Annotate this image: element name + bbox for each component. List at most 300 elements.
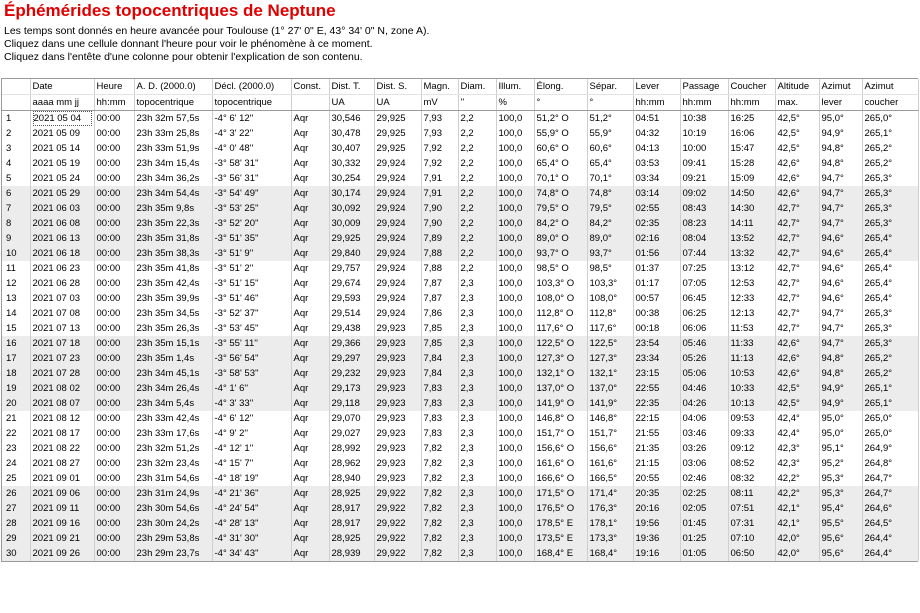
time-cell[interactable]: 08:23 bbox=[680, 216, 728, 231]
date-cell[interactable] bbox=[30, 216, 94, 231]
time-cell[interactable]: 09:21 bbox=[680, 171, 728, 186]
time-cell[interactable]: 05:26 bbox=[680, 351, 728, 366]
row-index: 11 bbox=[2, 261, 30, 276]
time-cell[interactable]: 03:14 bbox=[633, 186, 680, 201]
table-cell: 23h 35m 34,5s bbox=[134, 306, 212, 321]
time-cell[interactable]: 00:00 bbox=[94, 291, 134, 306]
time-cell[interactable]: 03:46 bbox=[680, 426, 728, 441]
table-cell: 108,0° bbox=[587, 291, 633, 306]
time-cell[interactable]: 15:47 bbox=[728, 141, 775, 156]
row-index: 7 bbox=[2, 201, 30, 216]
table-cell: 141,9° O bbox=[534, 396, 587, 411]
column-header-unit[interactable]: hh:mm bbox=[728, 95, 775, 111]
table-cell: 42,7° bbox=[775, 246, 819, 261]
table-cell: 100,0 bbox=[496, 246, 534, 261]
time-cell[interactable]: 05:06 bbox=[680, 366, 728, 381]
table-cell: 42,6° bbox=[775, 186, 819, 201]
time-cell[interactable]: 00:00 bbox=[94, 516, 134, 531]
time-cell[interactable]: 02:16 bbox=[633, 231, 680, 246]
table-cell: 265,4° bbox=[862, 291, 918, 306]
column-header[interactable]: Coucher bbox=[728, 79, 775, 95]
table-row bbox=[2, 351, 918, 366]
table-cell: Aqr bbox=[291, 246, 329, 261]
column-header[interactable]: Azimut bbox=[862, 79, 918, 95]
row-index: 2 bbox=[2, 126, 30, 141]
column-header-unit[interactable]: mV bbox=[421, 95, 458, 111]
table-cell: 29,924 bbox=[374, 276, 421, 291]
date-cell[interactable] bbox=[30, 306, 94, 321]
table-cell: -3° 51' 35'' bbox=[212, 231, 291, 246]
table-cell: 29,923 bbox=[374, 426, 421, 441]
time-cell[interactable]: 00:00 bbox=[94, 201, 134, 216]
time-cell[interactable]: 01:37 bbox=[633, 261, 680, 276]
table-cell: 74,8° O bbox=[534, 186, 587, 201]
time-cell[interactable]: 12:13 bbox=[728, 306, 775, 321]
table-cell: 29,924 bbox=[374, 156, 421, 171]
column-header[interactable]: Sépar. bbox=[587, 79, 633, 95]
time-cell[interactable]: 23:15 bbox=[633, 366, 680, 381]
date-cell-value: 2021 05 14 bbox=[32, 143, 81, 154]
time-cell[interactable]: 03:53 bbox=[633, 156, 680, 171]
time-cell[interactable]: 03:34 bbox=[633, 171, 680, 186]
row-index: 28 bbox=[2, 516, 30, 531]
time-cell[interactable]: 08:04 bbox=[680, 231, 728, 246]
table-cell: 94,6° bbox=[819, 246, 862, 261]
date-cell-value: 2021 07 08 bbox=[32, 308, 81, 319]
column-header-unit[interactable]: max. bbox=[775, 95, 819, 111]
date-cell[interactable] bbox=[30, 516, 94, 531]
row-index: 4 bbox=[2, 156, 30, 171]
date-cell[interactable] bbox=[30, 336, 94, 351]
table-cell: 171,4° bbox=[587, 486, 633, 501]
time-cell[interactable]: 15:28 bbox=[728, 156, 775, 171]
date-cell-value: 2021 07 13 bbox=[32, 323, 81, 334]
table-cell: 7,89 bbox=[421, 231, 458, 246]
time-cell[interactable]: 03:26 bbox=[680, 441, 728, 456]
time-cell[interactable]: 07:25 bbox=[680, 261, 728, 276]
column-header[interactable]: Diam. bbox=[458, 79, 496, 95]
time-cell[interactable]: 00:00 bbox=[94, 141, 134, 156]
table-cell: -4° 6' 12'' bbox=[212, 111, 291, 127]
table-cell: -3° 51' 2'' bbox=[212, 261, 291, 276]
table-cell: 23h 30m 54,6s bbox=[134, 501, 212, 516]
date-cell[interactable] bbox=[30, 321, 94, 336]
table-cell: 42,5° bbox=[775, 396, 819, 411]
table-cell: 29,922 bbox=[374, 516, 421, 531]
table-cell: -3° 54' 49'' bbox=[212, 186, 291, 201]
table-cell: 94,7° bbox=[819, 201, 862, 216]
table-row bbox=[2, 156, 918, 171]
time-cell[interactable]: 09:33 bbox=[728, 426, 775, 441]
table-cell: 70,1° O bbox=[534, 171, 587, 186]
time-cell[interactable]: 22:35 bbox=[633, 396, 680, 411]
time-cell[interactable]: 23:34 bbox=[633, 351, 680, 366]
time-cell[interactable]: 07:10 bbox=[728, 531, 775, 546]
table-cell: 23h 33m 51,9s bbox=[134, 141, 212, 156]
time-cell[interactable]: 21:55 bbox=[633, 426, 680, 441]
time-cell[interactable]: 08:11 bbox=[728, 486, 775, 501]
time-cell[interactable]: 19:36 bbox=[633, 531, 680, 546]
table-cell: 23h 34m 54,4s bbox=[134, 186, 212, 201]
time-cell[interactable]: 00:00 bbox=[94, 471, 134, 486]
time-cell[interactable]: 12:33 bbox=[728, 291, 775, 306]
table-cell: 23h 35m 41,8s bbox=[134, 261, 212, 276]
table-cell: 23h 34m 45,1s bbox=[134, 366, 212, 381]
column-header-unit[interactable]: UA bbox=[374, 95, 421, 111]
time-cell[interactable]: 13:12 bbox=[728, 261, 775, 276]
column-header[interactable]: Dist. S. bbox=[374, 79, 421, 95]
time-cell[interactable]: 00:00 bbox=[94, 306, 134, 321]
time-cell[interactable]: 14:30 bbox=[728, 201, 775, 216]
date-cell[interactable] bbox=[30, 441, 94, 456]
column-header[interactable]: Date bbox=[30, 79, 94, 95]
table-cell: 100,0 bbox=[496, 366, 534, 381]
table-cell: 265,4° bbox=[862, 261, 918, 276]
time-cell[interactable]: 23:54 bbox=[633, 336, 680, 351]
time-cell[interactable]: 00:00 bbox=[94, 351, 134, 366]
date-cell-value: 2021 06 23 bbox=[32, 263, 81, 274]
date-cell[interactable] bbox=[30, 186, 94, 201]
time-cell[interactable]: 21:15 bbox=[633, 456, 680, 471]
time-cell[interactable]: 00:00 bbox=[94, 456, 134, 471]
time-cell[interactable]: 14:11 bbox=[728, 216, 775, 231]
time-cell[interactable]: 11:53 bbox=[728, 321, 775, 336]
table-cell: 23h 31m 54,6s bbox=[134, 471, 212, 486]
time-cell[interactable]: 12:53 bbox=[728, 276, 775, 291]
table-cell: 112,8° O bbox=[534, 306, 587, 321]
time-cell[interactable]: 00:00 bbox=[94, 336, 134, 351]
time-cell[interactable]: 04:32 bbox=[633, 126, 680, 141]
table-cell: 42,1° bbox=[775, 516, 819, 531]
date-cell[interactable] bbox=[30, 156, 94, 171]
time-cell[interactable]: 06:50 bbox=[728, 546, 775, 561]
time-cell[interactable]: 10:33 bbox=[728, 381, 775, 396]
column-header[interactable]: Dist. T. bbox=[329, 79, 374, 95]
time-cell[interactable]: 04:46 bbox=[680, 381, 728, 396]
column-header[interactable]: Passage bbox=[680, 79, 728, 95]
time-cell[interactable]: 00:00 bbox=[94, 126, 134, 141]
table-cell: 151,7° bbox=[587, 426, 633, 441]
time-cell[interactable]: 00:00 bbox=[94, 246, 134, 261]
time-cell[interactable]: 00:00 bbox=[94, 171, 134, 186]
column-header-unit[interactable]: coucher bbox=[862, 95, 918, 111]
table-cell: 2,3 bbox=[458, 441, 496, 456]
date-cell[interactable] bbox=[30, 246, 94, 261]
time-cell[interactable]: 00:00 bbox=[94, 276, 134, 291]
row-index: 13 bbox=[2, 291, 30, 306]
date-cell[interactable] bbox=[30, 231, 94, 246]
time-cell[interactable]: 00:00 bbox=[94, 186, 134, 201]
table-cell: 127,3° O bbox=[534, 351, 587, 366]
column-header-unit[interactable] bbox=[291, 95, 329, 111]
table-cell: 94,9° bbox=[819, 396, 862, 411]
table-cell: -3° 56' 54'' bbox=[212, 351, 291, 366]
time-cell[interactable]: 02:25 bbox=[680, 486, 728, 501]
time-cell[interactable]: 03:06 bbox=[680, 456, 728, 471]
table-cell: 265,4° bbox=[862, 276, 918, 291]
table-cell: 7,88 bbox=[421, 261, 458, 276]
time-cell[interactable]: 21:35 bbox=[633, 441, 680, 456]
time-cell[interactable]: 22:15 bbox=[633, 411, 680, 426]
date-cell[interactable] bbox=[30, 201, 94, 216]
table-row bbox=[2, 246, 918, 261]
time-cell[interactable]: 10:38 bbox=[680, 111, 728, 127]
date-cell[interactable] bbox=[30, 111, 94, 127]
time-cell[interactable]: 02:55 bbox=[633, 201, 680, 216]
date-cell[interactable] bbox=[30, 366, 94, 381]
table-cell: 265,3° bbox=[862, 171, 918, 186]
column-header-unit[interactable]: hh:mm bbox=[633, 95, 680, 111]
table-row bbox=[2, 231, 918, 246]
date-cell-value: 2021 07 18 bbox=[32, 338, 81, 349]
time-cell[interactable]: 16:06 bbox=[728, 126, 775, 141]
time-cell[interactable]: 02:05 bbox=[680, 501, 728, 516]
time-cell[interactable]: 10:00 bbox=[680, 141, 728, 156]
time-cell[interactable]: 01:05 bbox=[680, 546, 728, 561]
time-cell[interactable]: 05:46 bbox=[680, 336, 728, 351]
time-cell[interactable]: 20:55 bbox=[633, 471, 680, 486]
time-cell[interactable]: 16:25 bbox=[728, 111, 775, 127]
column-header[interactable]: Décl. (2000.0) bbox=[212, 79, 291, 95]
column-header-unit[interactable]: topocentrique bbox=[212, 95, 291, 111]
header-index-corner-sub bbox=[2, 95, 30, 111]
column-header[interactable]: Illum. bbox=[496, 79, 534, 95]
time-cell[interactable]: 08:32 bbox=[728, 471, 775, 486]
column-header-unit[interactable]: aaaa mm jj bbox=[30, 95, 94, 111]
time-cell[interactable]: 10:19 bbox=[680, 126, 728, 141]
date-cell[interactable] bbox=[30, 351, 94, 366]
date-cell[interactable] bbox=[30, 261, 94, 276]
column-header[interactable]: Const. bbox=[291, 79, 329, 95]
date-cell[interactable] bbox=[30, 501, 94, 516]
table-header bbox=[2, 79, 918, 111]
table-cell: Aqr bbox=[291, 471, 329, 486]
time-cell[interactable]: 11:33 bbox=[728, 336, 775, 351]
table-cell: 29,924 bbox=[374, 291, 421, 306]
table-cell: 42,7° bbox=[775, 306, 819, 321]
time-cell[interactable]: 00:38 bbox=[633, 306, 680, 321]
table-cell: Aqr bbox=[291, 111, 329, 127]
column-header-unit[interactable]: '' bbox=[458, 95, 496, 111]
time-cell[interactable]: 00:00 bbox=[94, 441, 134, 456]
column-header-unit[interactable]: ° bbox=[587, 95, 633, 111]
time-cell[interactable]: 22:55 bbox=[633, 381, 680, 396]
time-cell[interactable]: 00:00 bbox=[94, 366, 134, 381]
column-header[interactable]: Heure bbox=[94, 79, 134, 95]
table-row bbox=[2, 261, 918, 276]
table-cell: 132,1° O bbox=[534, 366, 587, 381]
table-cell: 28,992 bbox=[329, 441, 374, 456]
column-header-unit[interactable]: topocentrique bbox=[134, 95, 212, 111]
date-cell[interactable] bbox=[30, 531, 94, 546]
time-cell[interactable]: 01:45 bbox=[680, 516, 728, 531]
time-cell[interactable]: 06:45 bbox=[680, 291, 728, 306]
time-cell[interactable]: 04:13 bbox=[633, 141, 680, 156]
time-cell[interactable]: 14:50 bbox=[728, 186, 775, 201]
time-cell[interactable]: 00:00 bbox=[94, 381, 134, 396]
table-cell: Aqr bbox=[291, 516, 329, 531]
table-cell: 100,0 bbox=[496, 501, 534, 516]
column-header[interactable]: Élong. bbox=[534, 79, 587, 95]
time-cell[interactable]: 13:32 bbox=[728, 246, 775, 261]
table-cell: 265,2° bbox=[862, 351, 918, 366]
date-cell[interactable] bbox=[30, 276, 94, 291]
table-cell: 2,2 bbox=[458, 231, 496, 246]
time-cell[interactable]: 00:00 bbox=[94, 156, 134, 171]
time-cell[interactable]: 02:35 bbox=[633, 216, 680, 231]
time-cell[interactable]: 00:00 bbox=[94, 531, 134, 546]
table-cell: 23h 35m 9,8s bbox=[134, 201, 212, 216]
table-cell: 2,2 bbox=[458, 201, 496, 216]
time-cell[interactable]: 07:44 bbox=[680, 246, 728, 261]
time-cell[interactable]: 10:53 bbox=[728, 366, 775, 381]
time-cell[interactable]: 04:51 bbox=[633, 111, 680, 127]
date-cell[interactable] bbox=[30, 546, 94, 561]
table-row bbox=[2, 291, 918, 306]
time-cell[interactable]: 00:00 bbox=[94, 501, 134, 516]
date-cell[interactable] bbox=[30, 171, 94, 186]
time-cell[interactable]: 01:17 bbox=[633, 276, 680, 291]
table-cell: 95,4° bbox=[819, 501, 862, 516]
table-cell: 23h 35m 39,9s bbox=[134, 291, 212, 306]
table-cell: 23h 35m 15,1s bbox=[134, 336, 212, 351]
date-cell-value: 2021 07 28 bbox=[32, 368, 81, 379]
date-cell[interactable] bbox=[30, 471, 94, 486]
time-cell[interactable]: 09:53 bbox=[728, 411, 775, 426]
column-header[interactable]: Altitude bbox=[775, 79, 819, 95]
time-cell[interactable]: 06:06 bbox=[680, 321, 728, 336]
table-cell: 7,85 bbox=[421, 336, 458, 351]
time-cell[interactable]: 10:13 bbox=[728, 396, 775, 411]
time-cell[interactable]: 00:00 bbox=[94, 216, 134, 231]
time-cell[interactable]: 00:00 bbox=[94, 486, 134, 501]
column-header-unit[interactable]: lever bbox=[819, 95, 862, 111]
table-cell: Aqr bbox=[291, 366, 329, 381]
date-cell[interactable] bbox=[30, 456, 94, 471]
date-cell[interactable] bbox=[30, 291, 94, 306]
table-row bbox=[2, 396, 918, 411]
table-cell: 7,87 bbox=[421, 291, 458, 306]
date-cell[interactable] bbox=[30, 381, 94, 396]
column-header-unit[interactable]: hh:mm bbox=[680, 95, 728, 111]
time-cell[interactable]: 00:00 bbox=[94, 261, 134, 276]
time-cell[interactable]: 02:46 bbox=[680, 471, 728, 486]
time-cell[interactable]: 00:18 bbox=[633, 321, 680, 336]
column-header[interactable]: Azimut bbox=[819, 79, 862, 95]
time-cell[interactable]: 09:12 bbox=[728, 441, 775, 456]
table-cell: 100,0 bbox=[496, 171, 534, 186]
time-cell[interactable]: 00:00 bbox=[94, 426, 134, 441]
table-cell: 95,0° bbox=[819, 411, 862, 426]
time-cell[interactable]: 08:52 bbox=[728, 456, 775, 471]
table-cell: 79,5° O bbox=[534, 201, 587, 216]
table-cell: 2,2 bbox=[458, 261, 496, 276]
table-cell: 7,82 bbox=[421, 486, 458, 501]
table-cell: 95,5° bbox=[819, 516, 862, 531]
date-cell-value: 2021 06 03 bbox=[32, 203, 81, 214]
time-cell[interactable]: 20:35 bbox=[633, 486, 680, 501]
table-cell: 23h 32m 23,4s bbox=[134, 456, 212, 471]
time-cell[interactable]: 00:00 bbox=[94, 111, 134, 127]
time-cell[interactable]: 00:00 bbox=[94, 546, 134, 561]
time-cell[interactable]: 19:16 bbox=[633, 546, 680, 561]
table-cell: 2,2 bbox=[458, 111, 496, 127]
table-cell: 29,923 bbox=[374, 396, 421, 411]
time-cell[interactable]: 00:00 bbox=[94, 396, 134, 411]
column-header-unit[interactable]: % bbox=[496, 95, 534, 111]
table-cell: 60,6° bbox=[587, 141, 633, 156]
time-cell[interactable]: 06:25 bbox=[680, 306, 728, 321]
table-cell: 168,4° E bbox=[534, 546, 587, 561]
table-cell: 112,8° bbox=[587, 306, 633, 321]
table-cell: 30,407 bbox=[329, 141, 374, 156]
date-cell[interactable] bbox=[30, 396, 94, 411]
table-cell: 264,7° bbox=[862, 486, 918, 501]
header-index-corner bbox=[2, 79, 30, 95]
time-cell[interactable]: 00:00 bbox=[94, 411, 134, 426]
table-cell: 29,924 bbox=[374, 306, 421, 321]
time-cell[interactable]: 01:25 bbox=[680, 531, 728, 546]
table-cell: 23h 33m 25,8s bbox=[134, 126, 212, 141]
time-cell[interactable]: 00:00 bbox=[94, 321, 134, 336]
date-cell-value: 2021 09 21 bbox=[32, 533, 81, 544]
time-cell[interactable]: 07:51 bbox=[728, 501, 775, 516]
column-header-unit[interactable]: hh:mm bbox=[94, 95, 134, 111]
time-cell[interactable]: 00:00 bbox=[94, 231, 134, 246]
time-cell[interactable]: 07:31 bbox=[728, 516, 775, 531]
time-cell[interactable]: 04:26 bbox=[680, 396, 728, 411]
header-row-labels bbox=[2, 79, 918, 95]
table-cell: 30,546 bbox=[329, 111, 374, 127]
date-cell[interactable] bbox=[30, 141, 94, 156]
time-cell[interactable]: 13:52 bbox=[728, 231, 775, 246]
date-cell[interactable] bbox=[30, 426, 94, 441]
time-cell[interactable]: 09:02 bbox=[680, 186, 728, 201]
time-cell[interactable]: 08:43 bbox=[680, 201, 728, 216]
table-cell: 2,3 bbox=[458, 471, 496, 486]
column-header[interactable]: A. D. (2000.0) bbox=[134, 79, 212, 95]
column-header[interactable]: Lever bbox=[633, 79, 680, 95]
table-cell: 94,7° bbox=[819, 321, 862, 336]
table-cell: -4° 31' 30'' bbox=[212, 531, 291, 546]
table-cell: 265,2° bbox=[862, 366, 918, 381]
table-cell: Aqr bbox=[291, 426, 329, 441]
table-cell: 42,0° bbox=[775, 546, 819, 561]
date-cell[interactable] bbox=[30, 126, 94, 141]
date-cell[interactable] bbox=[30, 486, 94, 501]
date-cell-value: 2021 09 16 bbox=[32, 518, 81, 529]
time-cell[interactable]: 04:06 bbox=[680, 411, 728, 426]
table-cell: 100,0 bbox=[496, 411, 534, 426]
time-cell[interactable]: 09:41 bbox=[680, 156, 728, 171]
time-cell[interactable]: 00:57 bbox=[633, 291, 680, 306]
table-cell: Aqr bbox=[291, 486, 329, 501]
time-cell[interactable]: 07:05 bbox=[680, 276, 728, 291]
column-header-unit[interactable]: ° bbox=[534, 95, 587, 111]
time-cell[interactable]: 01:56 bbox=[633, 246, 680, 261]
time-cell[interactable]: 19:56 bbox=[633, 516, 680, 531]
table-cell: 171,5° O bbox=[534, 486, 587, 501]
date-cell-value: 2021 05 09 bbox=[32, 128, 81, 139]
date-cell[interactable] bbox=[30, 411, 94, 426]
time-cell[interactable]: 11:13 bbox=[728, 351, 775, 366]
column-header[interactable]: Magn. bbox=[421, 79, 458, 95]
column-header-unit[interactable]: UA bbox=[329, 95, 374, 111]
time-cell[interactable]: 20:16 bbox=[633, 501, 680, 516]
table-cell: 264,7° bbox=[862, 471, 918, 486]
time-cell[interactable]: 15:09 bbox=[728, 171, 775, 186]
table-cell: 108,0° O bbox=[534, 291, 587, 306]
